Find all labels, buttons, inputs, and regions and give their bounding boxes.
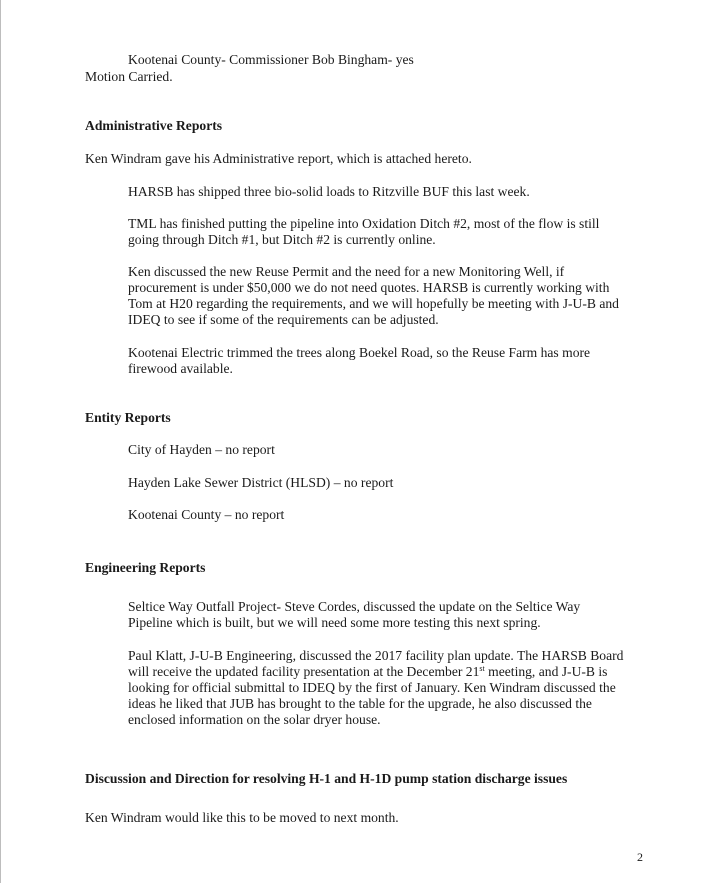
eng-para-2-line-2 <box>128 664 607 681</box>
eng-para-1-line-2: Pipeline which is built, but we will need some more testing this next spring. <box>128 615 541 630</box>
discussion-heading: Discussion and Direction for resolving H-1 and H-1D pump station discharge issues <box>85 771 568 786</box>
eng-para-2-line-4: ideas he liked that JUB has brought to the table for the upgrade, he also discussed the <box>128 696 592 711</box>
eng-para-1-line-1: Seltice Way Outfall Project- Steve Cordes, discussed the update on the Seltice Way <box>128 599 581 614</box>
admin-para-1: HARSB has shipped three bio-solid loads to Ritzville BUF this last week. <box>128 184 530 199</box>
vote-line: Kootenai County- Commissioner Bob Bingham- yes <box>128 52 414 67</box>
eng-para-2-line-5: enclosed information on the solar dryer house. <box>128 712 381 727</box>
eng-para-2-line-3: looking for official submittal to IDEQ by the first of January. Ken Windram discussed the <box>128 680 616 695</box>
entity-report-kootenai: Kootenai County – no report <box>128 507 285 522</box>
admin-para-2-line-1: TML has finished putting the pipeline into Oxidation Ditch #2, most of the flow is still <box>128 216 600 231</box>
admin-intro: Ken Windram gave his Administrative report, which is attached hereto. <box>85 151 472 166</box>
admin-para-2-line-2: going through Ditch #1, but Ditch #2 is currently online. <box>128 232 436 247</box>
admin-para-4-line-2: firewood available. <box>128 361 233 376</box>
entity-report-hlsd: Hayden Lake Sewer District (HLSD) – no report <box>128 475 394 490</box>
admin-para-4-line-1: Kootenai Electric trimmed the trees along Boekel Road, so the Reuse Farm has more <box>128 345 591 360</box>
admin-para-3-line-3: Tom at H20 regarding the requirements, and we will hopefully be meeting with J-U-B and <box>128 296 619 311</box>
discussion-text: Ken Windram would like this to be moved to next month. <box>85 810 399 825</box>
admin-reports-heading: Administrative Reports <box>85 118 223 133</box>
ordinal-suffix: st <box>479 664 485 673</box>
admin-para-3-line-1: Ken discussed the new Reuse Permit and the need for a new Monitoring Well, if <box>128 264 565 279</box>
entity-report-hayden: City of Hayden – no report <box>128 442 275 457</box>
eng-para-2-line-2-b: meeting, and J-U-B is <box>484 664 608 679</box>
entity-reports-heading: Entity Reports <box>85 410 171 425</box>
admin-para-3-line-4: IDEQ to see if some of the requirements can be adjusted. <box>128 312 439 327</box>
page-number: 2 <box>637 850 643 864</box>
eng-para-2-line-2-a: will receive the updated facility presentation at the December 21 <box>128 664 480 679</box>
admin-para-3-line-2: procurement is under $50,000 we do not need quotes. HARSB is currently working with <box>128 280 610 295</box>
engineering-reports-heading: Engineering Reports <box>85 560 206 575</box>
eng-para-2-line-1: Paul Klatt, J-U-B Engineering, discussed the 2017 facility plan update. The HARSB Board <box>128 648 624 663</box>
motion-carried: Motion Carried. <box>85 69 173 84</box>
